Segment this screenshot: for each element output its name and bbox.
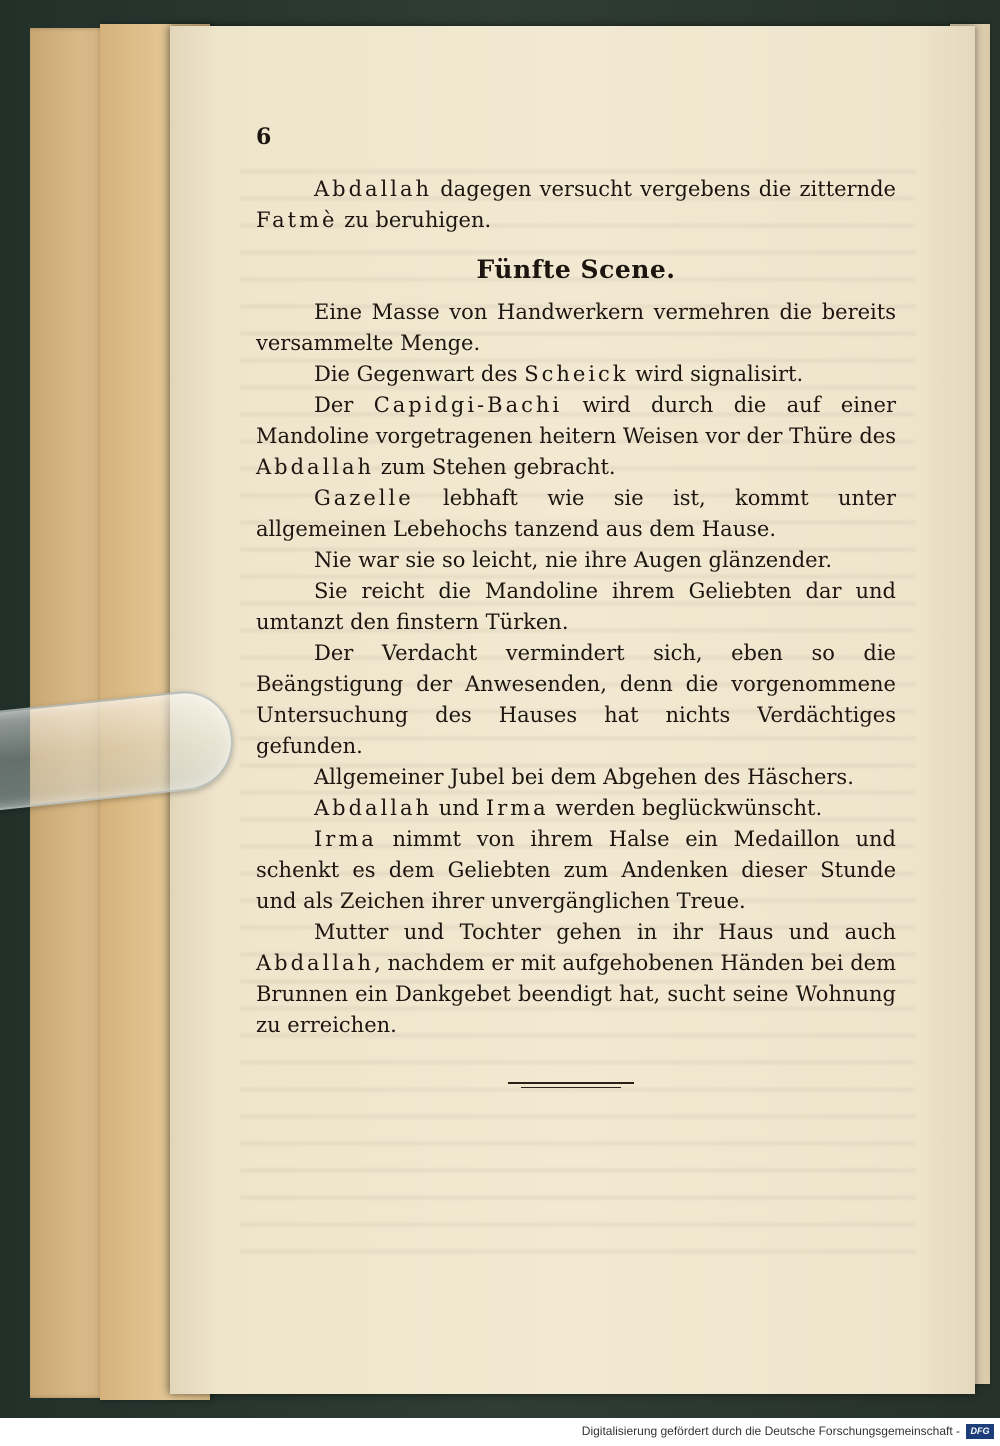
paragraph-text: und [432,796,486,820]
paragraph-text: Mutter und Tochter gehen in ihr Haus und auch [314,920,896,944]
character-name: Abdallah [256,951,375,975]
paragraph [256,483,896,545]
character-name: Fatmè [256,208,338,232]
paragraph-text: dagegen versucht vergebens die zitternde [432,177,896,201]
digitization-footer [0,1418,1000,1446]
paragraph [256,545,896,576]
character-name: Irma [314,827,377,851]
paragraph-text: wird signalisirt. [628,362,804,386]
character-name: Abdallah [314,177,433,201]
paragraph-text: , nachdem er mit aufgehobenen Händen bei dem Brunnen ein Dankgebet beendigt hat, sucht seine Wohnung zu erreichen. [256,951,896,1037]
character-name: Capidgi-Bachi [373,393,563,417]
paragraph-text: zu beruhigen. [337,208,492,232]
end-rule [508,1082,634,1088]
character-name: Gazelle [314,486,414,510]
page-number: 6 [256,124,272,150]
intro-paragraphs [256,174,896,236]
dfg-logo-icon: DFG [966,1424,994,1439]
paragraph [256,359,896,390]
paragraph-text: nimmt von ihrem Halse ein Medaillon und schenkt es dem Geliebten zum Andenken dieser Stunde und als Zeichen ihrer unvergänglichen Treue. [256,827,896,913]
character-name: Scheick [524,362,629,386]
paragraph [256,917,896,1041]
footer-credit: Digitalisierung gefördert durch die Deutsche Forschungsgemeinschaft - [581,1424,960,1438]
paragraph [256,793,896,824]
paragraph-text: Sie reicht die Mandoline ihrem Geliebten dar und umtanzt den finstern Türken. [256,579,896,634]
book-page [170,26,975,1394]
paragraph [256,174,896,236]
character-name: Irma [485,796,549,820]
paragraph [256,762,896,793]
paragraph [256,297,896,359]
paragraph-text: Die Gegenwart des [314,362,525,386]
scene-paragraphs [256,297,896,1041]
paragraph-text: werden beglückwünscht. [548,796,823,820]
paragraph-text: wird durch die auf einer Mandoline vorgetragenen heitern Weisen vor der Thüre des [256,393,896,448]
page-text [256,174,896,1041]
paragraph-text: Nie war sie so leicht, nie ihre Augen glänzender. [314,548,833,572]
paragraph-text: Der Verdacht vermindert sich, eben so die Beängstigung der Anwesenden, denn die vorgenommene Untersuchung des Hauses hat nichts Verdächtiges gefunden. [256,641,896,758]
paragraph [256,390,896,483]
paragraph [256,576,896,638]
paragraph [256,638,896,762]
scene-heading: Fünfte Scene. [476,255,676,284]
paragraph-text: Eine Masse von Handwerkern vermehren die bereits versammelte Menge. [256,300,896,355]
paragraph-text: Der [314,393,374,417]
paragraph-text: zum Stehen gebracht. [374,455,616,479]
paragraph-text: lebhaft wie sie ist, kommt unter allgemeinen Lebehochs tanzend aus dem Hause. [256,486,896,541]
paragraph-text: Allgemeiner Jubel bei dem Abgehen des Häschers. [314,765,854,789]
end-rule-thin [521,1087,621,1088]
character-name: Abdallah [314,796,433,820]
character-name: Abdallah [256,455,375,479]
end-rule-thick [508,1082,634,1084]
paragraph [256,824,896,917]
